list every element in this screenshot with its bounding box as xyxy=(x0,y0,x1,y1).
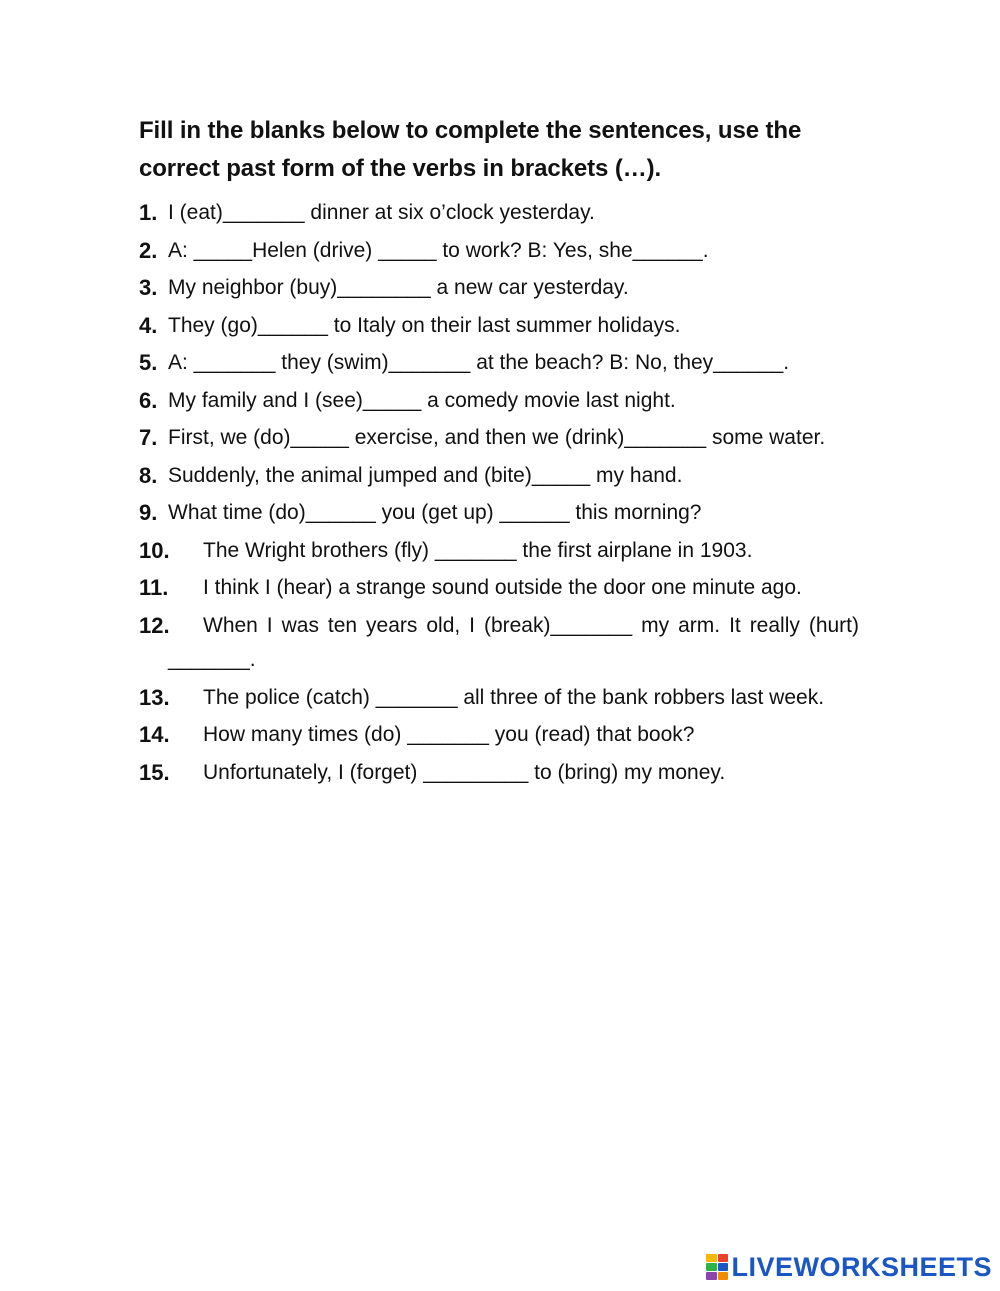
question-text: I think I (hear) a strange sound outside the door one minute ago. xyxy=(203,576,802,599)
question-list xyxy=(139,196,859,790)
worksheet xyxy=(139,112,859,793)
question-item xyxy=(139,234,859,269)
question-item xyxy=(139,309,859,344)
question-number: 15. xyxy=(139,759,170,785)
question-text: They (go)______ to Italy on their last summer holidays. xyxy=(168,313,681,337)
question-number: 1. xyxy=(139,200,158,225)
logo-text: LIVEWORKSHEETS xyxy=(731,1251,992,1282)
question-text: The police (catch) _______ all three of the bank robbers last week. xyxy=(203,685,825,709)
question-text: First, we (do)_____ exercise, and then we (drink)_______ some water. xyxy=(168,426,826,449)
question-text: What time (do)______ you (get up) ______ this morning? xyxy=(168,501,702,524)
question-number: 13. xyxy=(139,684,170,710)
question-item xyxy=(139,384,859,419)
question-text: The Wright brothers (fly) _______ the first airplane in 1903. xyxy=(203,538,753,562)
question-item xyxy=(139,718,859,753)
question-item xyxy=(139,681,859,716)
question-text: Suddenly, the animal jumped and (bite)_____ my hand. xyxy=(168,463,683,487)
question-item xyxy=(139,496,859,531)
question-text: How many times (do) _______ you (read) that book? xyxy=(203,723,695,746)
question-text: My family and I (see)_____ a comedy movie last night. xyxy=(168,388,676,412)
question-number: 4. xyxy=(139,312,158,338)
question-item xyxy=(139,421,859,456)
question-item xyxy=(139,571,859,606)
question-number: 5. xyxy=(139,350,158,375)
question-item xyxy=(139,756,859,791)
question-text: I (eat)_______ dinner at six o’clock yesterday. xyxy=(168,201,595,224)
question-item xyxy=(139,196,859,231)
question-number: 8. xyxy=(139,462,158,488)
question-item xyxy=(139,346,859,381)
question-number: 10. xyxy=(139,537,170,563)
question-text: When I was ten years old, I (break)_______ my arm. It really (hurt) _______. xyxy=(168,613,859,671)
question-number: 3. xyxy=(139,275,158,300)
liveworksheets-logo-icon xyxy=(706,1254,728,1280)
instructions-heading: Fill in the blanks below to complete the sentences, use the correct past form of the verbs in brackets (…). xyxy=(139,117,802,182)
question-item xyxy=(139,534,859,569)
question-item xyxy=(139,271,859,306)
question-number: 12. xyxy=(139,612,170,638)
question-number: 14. xyxy=(139,722,170,747)
question-text: A: _______ they (swim)_______ at the beach? B: No, they______. xyxy=(168,351,790,374)
question-text: Unfortunately, I (forget) _________ to (bring) my money. xyxy=(203,760,726,784)
question-number: 7. xyxy=(139,425,158,450)
question-number: 2. xyxy=(139,237,158,263)
question-number: 9. xyxy=(139,500,158,525)
liveworksheets-logo[interactable] xyxy=(706,1251,992,1283)
question-item xyxy=(139,609,859,678)
question-item xyxy=(139,459,859,494)
question-text: A: _____Helen (drive) _____ to work? B: Yes, she______. xyxy=(168,238,709,262)
question-text: My neighbor (buy)________ a new car yesterday. xyxy=(168,276,629,299)
question-number: 6. xyxy=(139,387,158,413)
question-number: 11. xyxy=(139,575,169,600)
